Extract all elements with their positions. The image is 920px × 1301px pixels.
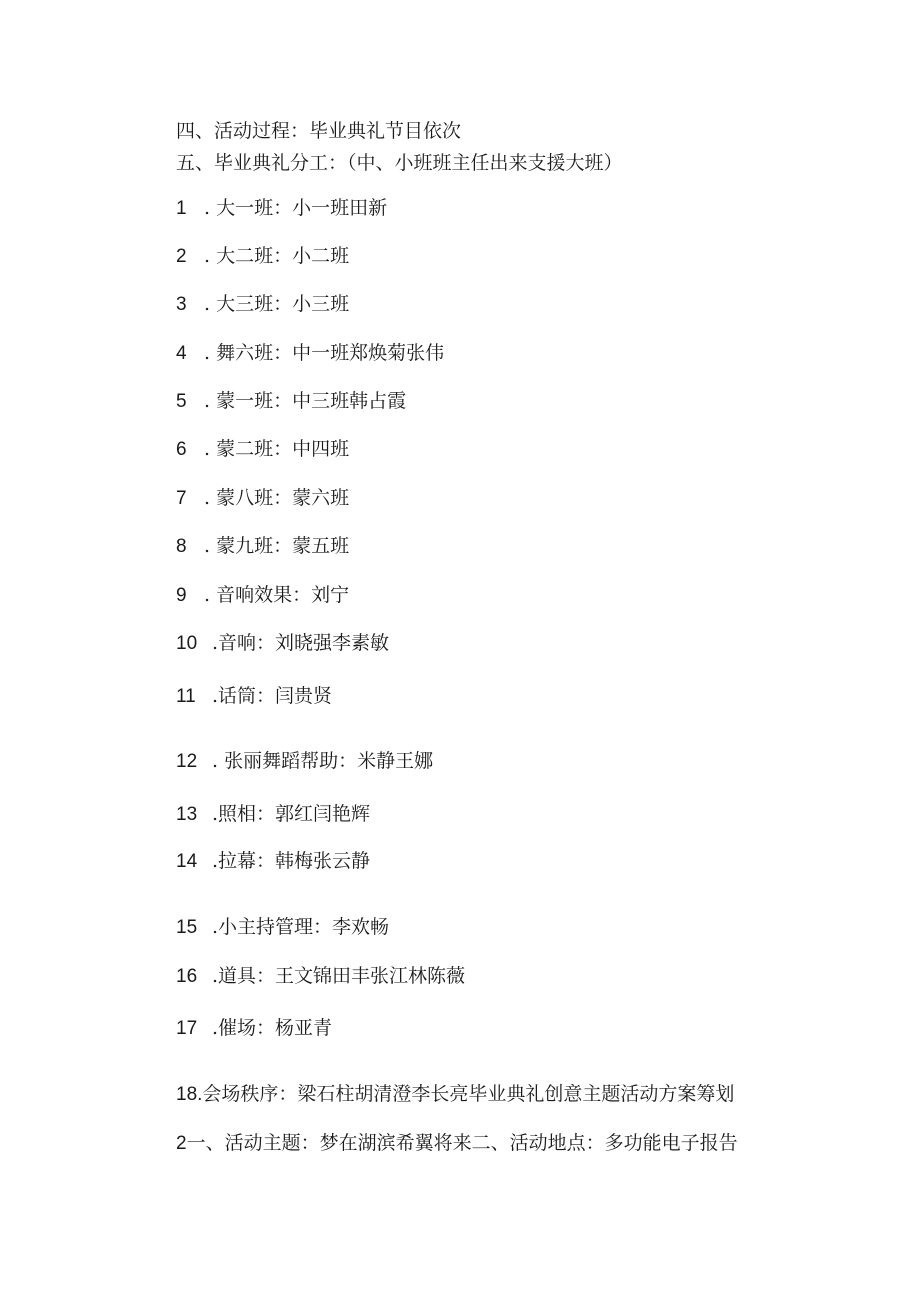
list-item-text: .小主持管理：李欢畅 — [212, 916, 390, 938]
list-item — [176, 1082, 734, 1107]
list-item-text: .拉幕：韩梅张云静 — [212, 850, 371, 872]
list-item-text: . 蒙二班：中四班 — [204, 438, 350, 460]
list-item-text: . 音响效果：刘宁 — [204, 584, 350, 606]
paragraph-number: 2 — [176, 1133, 187, 1154]
list-item-number: 17 — [176, 1018, 198, 1039]
list-item — [176, 802, 370, 827]
list-item-text: .道具：王文锦田丰张江林陈薇 — [212, 965, 466, 987]
list-item-number: 2 — [176, 246, 187, 267]
list-item — [176, 1016, 332, 1041]
list-item-text: . 舞六班：中一班郑焕菊张伟 — [204, 342, 445, 364]
list-item-text: . 大二班：小二班 — [204, 245, 350, 267]
list-item-number: 9 — [176, 585, 187, 606]
list-item — [176, 196, 387, 221]
list-item — [176, 849, 370, 874]
list-item-number: 8 — [176, 536, 187, 557]
list-item-number: 1 — [176, 198, 187, 219]
list-item-number: 18. — [176, 1084, 203, 1105]
list-item-text: . 蒙一班：中三班韩占霞 — [204, 390, 407, 412]
list-item-number: 15 — [176, 917, 198, 938]
list-item-text: .话筒：闫贵贤 — [212, 685, 333, 707]
list-item — [176, 292, 349, 317]
list-item-number: 4 — [176, 343, 187, 364]
list-item-number: 12 — [176, 751, 198, 772]
list-item — [176, 583, 349, 608]
list-item — [176, 964, 465, 989]
list-item — [176, 389, 406, 414]
list-item-number: 3 — [176, 294, 187, 315]
list-item — [176, 684, 332, 709]
list-item — [176, 915, 389, 940]
list-item-text: . 张丽舞蹈帮助：米静王娜 — [212, 750, 434, 772]
list-item — [176, 534, 349, 559]
list-item-number: 14 — [176, 851, 198, 872]
list-item — [176, 341, 444, 366]
list-item-number: 11 — [176, 686, 196, 707]
list-item-number: 7 — [176, 488, 187, 509]
section-heading-division-of-labor: 五、毕业典礼分工：（中、小班班主任出来支援大班） — [176, 152, 623, 174]
list-item-number: 16 — [176, 966, 198, 987]
list-item — [176, 749, 433, 774]
paragraph-line — [176, 1131, 738, 1156]
list-item-text: . 蒙八班：蒙六班 — [204, 487, 350, 509]
list-item-number: 10 — [176, 633, 198, 654]
list-item — [176, 244, 349, 269]
list-item-number: 5 — [176, 391, 187, 412]
list-item-text: .照相：郭红闫艳辉 — [212, 803, 371, 825]
paragraph-text: 一、活动主题：梦在湖滨希翼将来二、活动地点：多功能电子报告 — [186, 1132, 738, 1154]
list-item-text: . 大一班：小一班田新 — [204, 197, 388, 219]
list-item-number: 13 — [176, 804, 198, 825]
list-item — [176, 631, 389, 656]
section-heading-activity-process: 四、活动过程：毕业典礼节目依次 — [176, 120, 462, 142]
list-item-number: 6 — [176, 439, 187, 460]
list-item — [176, 486, 349, 511]
list-item-text: . 大三班：小三班 — [204, 293, 350, 315]
list-item-text: 会场秩序：梁石柱胡清澄李长亮毕业典礼创意主题活动方案筹划 — [202, 1083, 735, 1105]
list-item-text: .催场：杨亚青 — [212, 1017, 333, 1039]
list-item-text: . 蒙九班：蒙五班 — [204, 535, 350, 557]
list-item — [176, 437, 349, 462]
list-item-text: .音响：刘晓强李素敏 — [212, 632, 390, 654]
